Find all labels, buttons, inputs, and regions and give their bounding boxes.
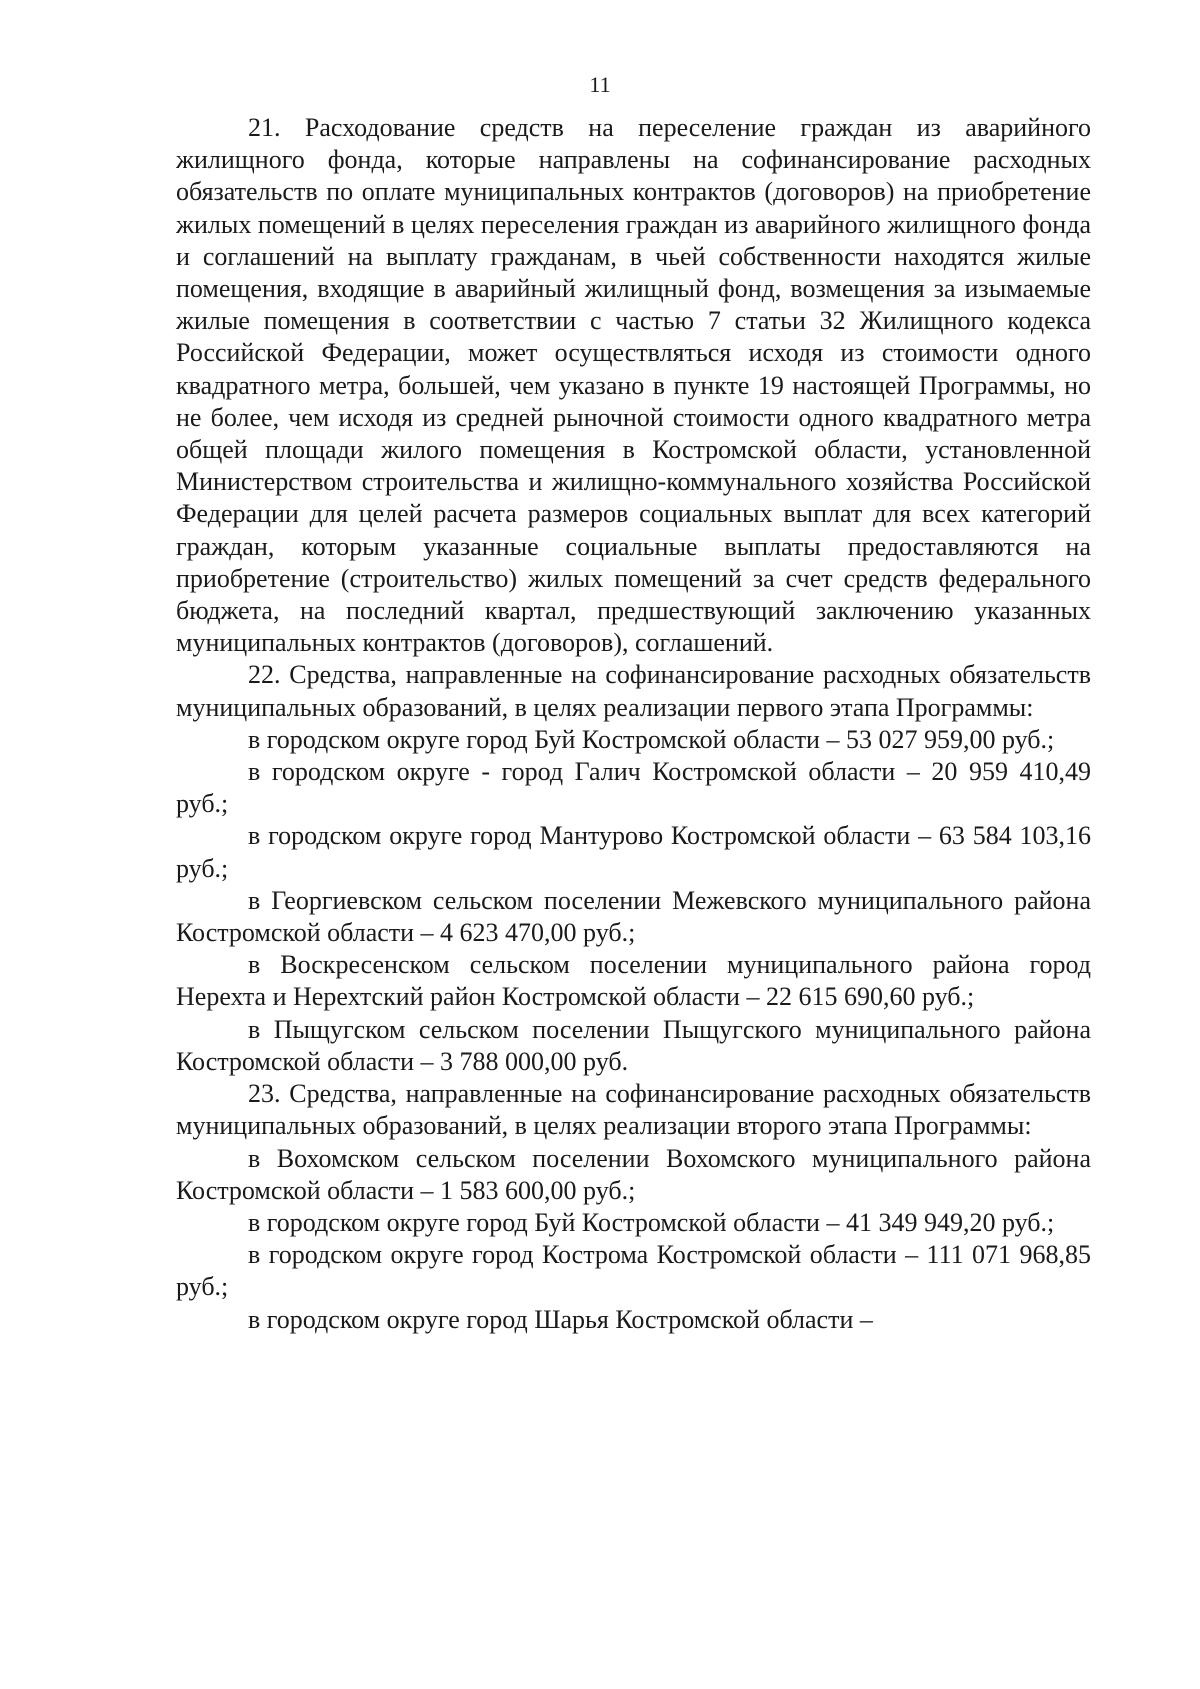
list-item-georgievskoe-stage1: в Георгиевском сельском поселении Межевского муниципального района Костромской области – 4 623 470,00 руб.; (176, 885, 1091, 948)
list-item-sharya-stage2: в городском округе город Шарья Костромской области – (248, 1304, 873, 1334)
list-item-voskresenskoe-stage1: в Воскресенском сельском поселении муниципального района город Нерехта и Нерехтский район Костромской области – 22 615 690,60 руб.; (176, 950, 1091, 1012)
list-item-kostroma-stage2: в городском округе город Кострома Костромской области – 111 071 968,85 руб.; (176, 1240, 1091, 1302)
paragraph-21: 21. Расходование средств на переселение граждан из аварийного жилищного фонда, которые направлены на софинансирование расходных обязательств по оплате муниципальных контрактов (договоров) на приобретение жилых помещений в целях переселения граждан из аварийного жилищного фонда и соглашений на выплату гражданам, в чьей собственности находятся жилые помещения, входящие в аварийный жилищный фонд, возмещения за изымаемые жилые помещения в соответствии с частью 7 статьи 32 Жилищного кодекса Российской Федерации, может осуществляться исходя из стоимости одного квадратного метра, большей, чем указано в пункте 19 настоящей Программы, но не более, чем исходя из средней рыночной стоимости одного квадратного метра общей площади жилого помещения в Костромской области, установленной Министерством строительства и жилищно-коммунального хозяйства Российской Федерации для целей расчета размеров социальных выплат для всех категорий граждан, которым указанные социальные выплаты предоставляются на приобретение (строительство) жилых помещений за счет средств федерального бюджета, на последний квартал, предшествующий заключению указанных муниципальных контрактов (договоров), соглашений. (176, 113, 1091, 658)
document-body (176, 112, 1091, 1336)
page-number: 11 (589, 72, 611, 97)
list-item-vokhomskoe-stage2: в Вохомском сельском поселении Вохомского муниципального района Костромской области – 1 583 600,00 руб.; (176, 1143, 1091, 1205)
list-item-bui-stage1: в городском округе город Буй Костромской области – 53 027 959,00 руб.; (248, 724, 1055, 754)
list-item-pyshchugskoe-stage1: в Пыщугском сельском поселении Пыщугского муниципального района Костромской области – 3 788 000,00 руб. (176, 1014, 1091, 1076)
list-item-galich-stage1: в городском округе - город Галич Костромской области – 20 959 410,49 руб.; (176, 757, 1091, 819)
list-item-manturovo-stage1: в городском округе город Мантурово Костромской области – 63 584 103,16 руб.; (176, 821, 1091, 883)
paragraph-23: 23. Средства, направленные на софинансирование расходных обязательств муниципальных образований, в целях реализации второго этапа Программы: (176, 1079, 1091, 1141)
paragraph-22: 22. Средства, направленные на софинансирование расходных обязательств муниципальных образований, в целях реализации первого этапа Программы: (176, 660, 1091, 722)
list-item-bui-stage2: в городском округе город Буй Костромской области – 41 349 949,20 руб.; (248, 1207, 1055, 1237)
